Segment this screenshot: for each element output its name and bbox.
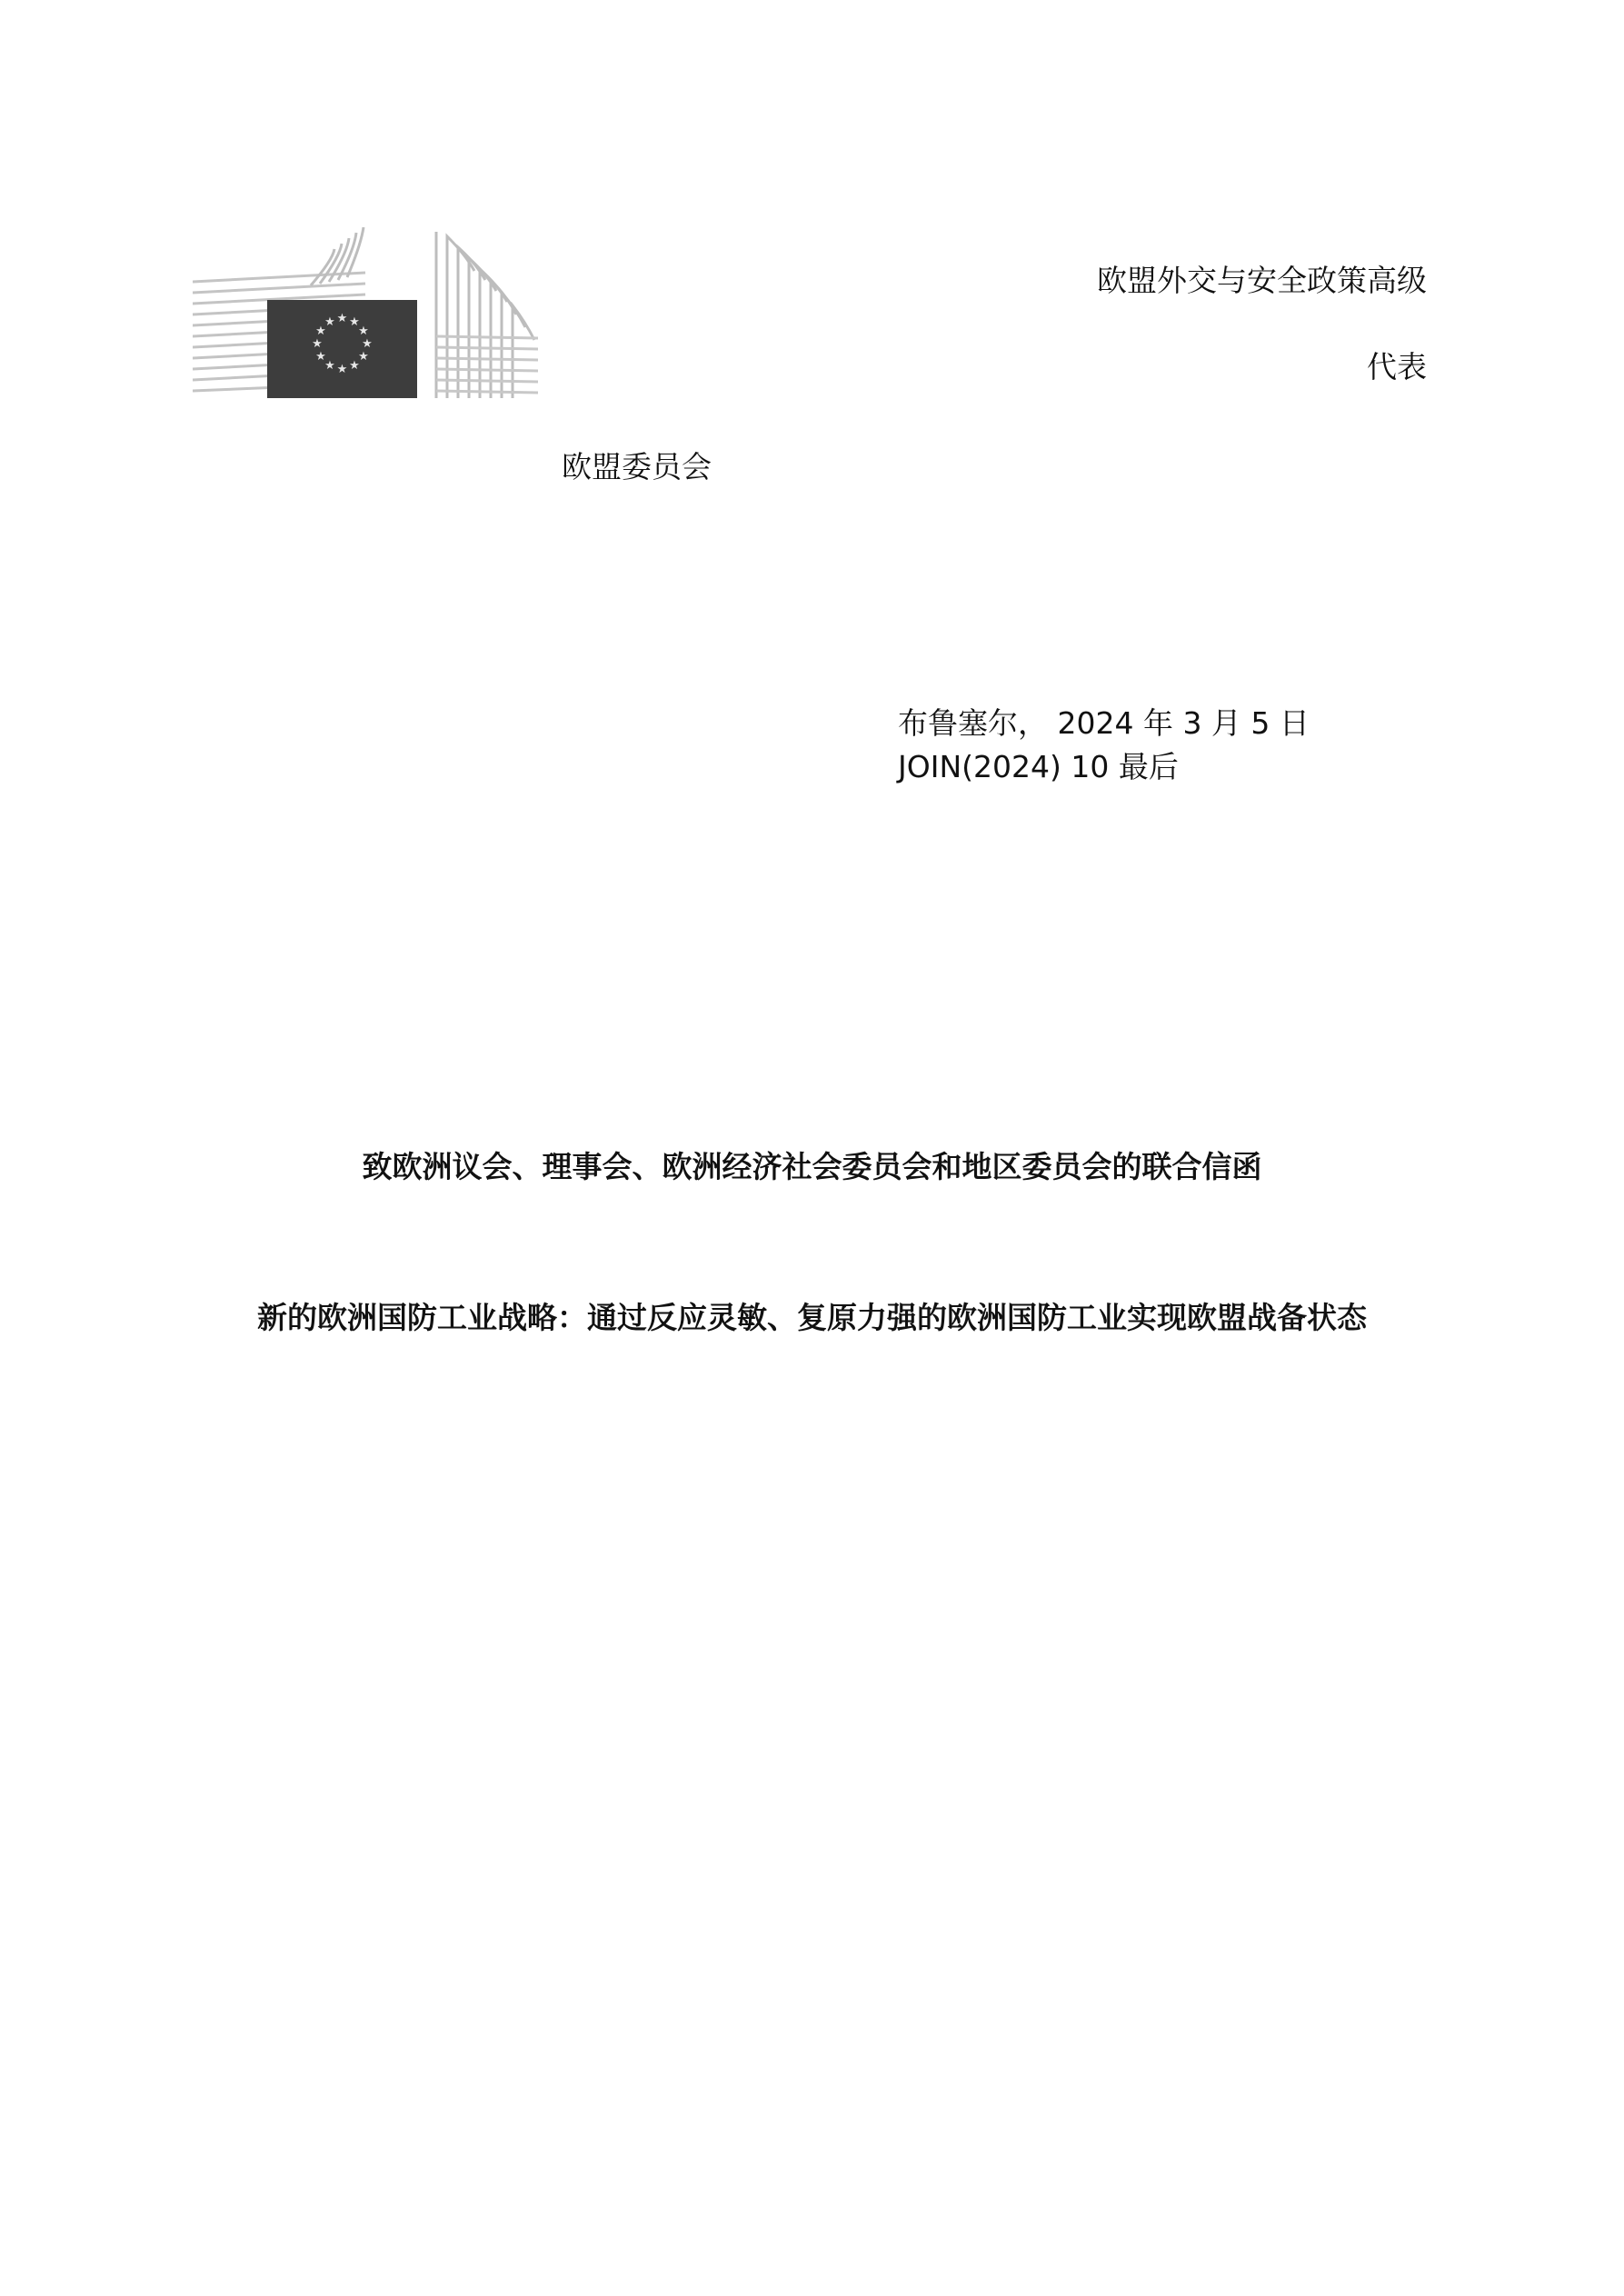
high-representative-heading: [1097, 265, 1427, 382]
document-meta: [898, 702, 1310, 789]
reference-number: JOIN(2024) 10 最后: [898, 749, 1179, 784]
svg-text:★: ★: [324, 315, 335, 329]
high-representative-line2: 代表: [1367, 349, 1427, 384]
high-representative-line1: 欧盟外交与安全政策高级: [1097, 263, 1427, 298]
svg-text:★: ★: [315, 350, 326, 364]
european-commission-logo: [193, 227, 538, 398]
svg-text:★: ★: [324, 359, 335, 373]
svg-text:★: ★: [358, 324, 369, 338]
document-type-line: 致欧洲议会、理事会、欧洲经济社会委员会和地区委员会的联合信函: [362, 1149, 1262, 1184]
svg-text:★: ★: [362, 337, 373, 351]
svg-text:★: ★: [312, 337, 323, 351]
svg-text:★: ★: [315, 324, 326, 338]
svg-text:★: ★: [336, 312, 348, 325]
document-title: 新的欧洲国防工业战略：通过反应灵敏、复原力强的欧洲国防工业实现欧盟战备状态: [257, 1300, 1367, 1335]
svg-text:★: ★: [336, 363, 348, 376]
svg-text:★: ★: [358, 350, 369, 364]
svg-text:★: ★: [349, 315, 360, 329]
commission-building-flag-icon: [193, 227, 538, 398]
place-date: 布鲁塞尔， 2024 年 3 月 5 日: [898, 705, 1310, 741]
svg-text:★: ★: [349, 359, 360, 373]
commission-name: 欧盟委员会: [562, 449, 712, 484]
